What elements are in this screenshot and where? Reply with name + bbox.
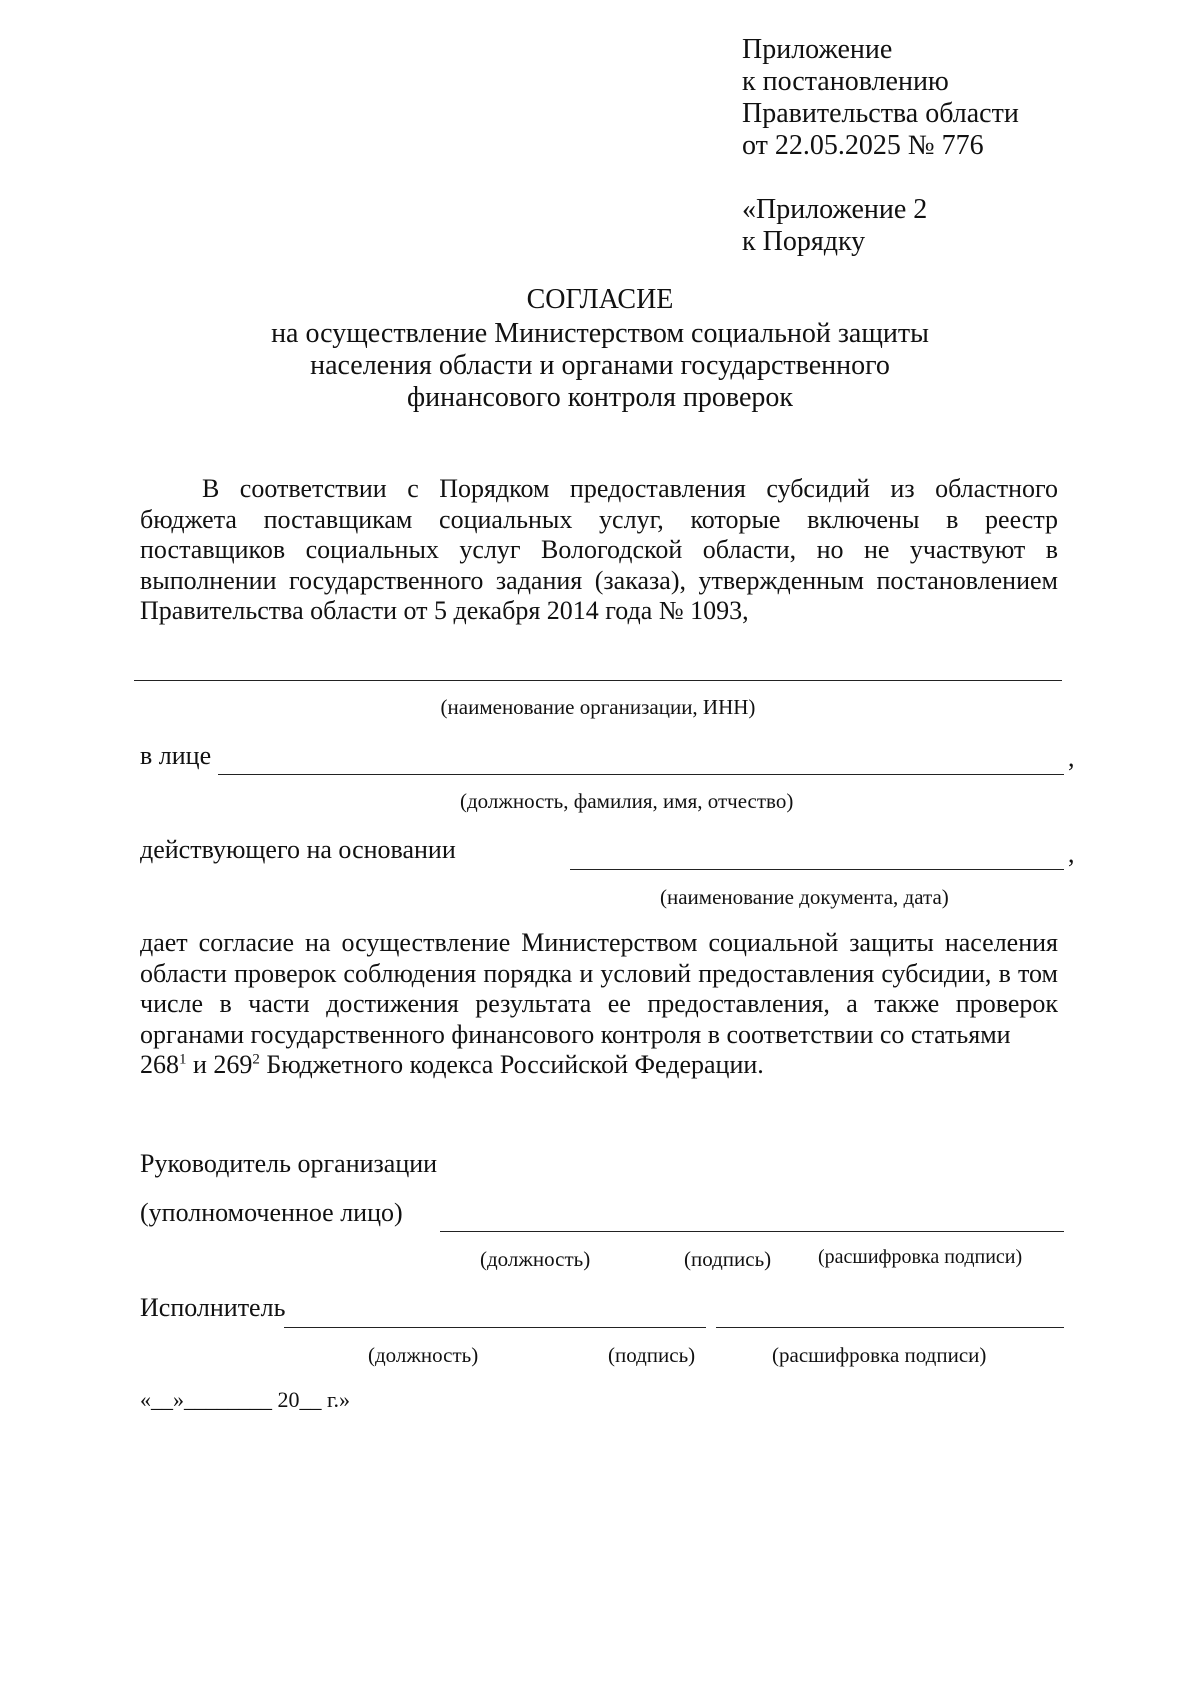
conjunction: и: [193, 1050, 207, 1079]
consent-end: Бюджетного кодекса Российской Федерации.: [266, 1050, 764, 1079]
executor-position-caption: (должность): [368, 1343, 479, 1367]
basis-caption: (наименование документа, дата): [660, 885, 949, 909]
article-number: 269: [213, 1050, 253, 1079]
date-line: «__»________ 20__ г.»: [140, 1387, 351, 1412]
appendix-line: от 22.05.2025 № 776: [742, 130, 984, 161]
comma: ,: [1068, 839, 1075, 868]
article-number: 268: [140, 1050, 179, 1079]
article-superscript: 2: [252, 1051, 260, 1068]
appendix-line: Приложение: [742, 34, 893, 65]
head-signature-caption: (подпись): [684, 1247, 772, 1271]
appendix-line: к постановлению: [742, 66, 949, 97]
appendix2-line: «Приложение 2: [742, 194, 928, 225]
title-block: [140, 284, 1060, 414]
organization-field[interactable]: [134, 680, 1062, 681]
consent-last-line: [140, 1050, 1058, 1081]
basis-label: действующего на основании: [140, 835, 456, 864]
consent-paragraph: [140, 928, 1058, 1050]
page-title: СОГЛАСИЕ: [526, 284, 674, 315]
executor-decoding-caption: (расшифровка подписи): [772, 1343, 987, 1367]
subtitle-line: на осуществление Министерством социальной защиты: [271, 318, 929, 349]
organization-caption: (наименование организации, ИНН): [440, 695, 756, 719]
subtitle-line: населения области и органами государственного: [310, 350, 890, 381]
intro-paragraph: В соответствии с Порядком предоставления субсидий из областного бюджета поставщикам социальных услуг, которые включены в реестр поставщиков социальных услуг Вологодской области, но не участвуют в выполнении государственного задания (заказа), утвержденным постановлением Правительства области от 5 декабря 2014 года № 1093,: [140, 474, 1058, 625]
head-label: Руководитель организации: [140, 1149, 438, 1178]
person-field[interactable]: [218, 774, 1064, 775]
comma: ,: [1068, 743, 1075, 772]
subtitle-line: финансового контроля проверок: [406, 382, 794, 413]
appendix2-header: [742, 194, 1162, 258]
head-signature-field[interactable]: [440, 1231, 1064, 1232]
basis-field[interactable]: [570, 869, 1064, 870]
executor-signature-field[interactable]: [716, 1327, 1064, 1328]
head-decoding-caption: (расшифровка подписи): [818, 1246, 1023, 1268]
head-position-caption: (должность): [480, 1247, 591, 1271]
person-caption: (должность, фамилия, имя, отчество): [460, 789, 794, 813]
executor-signature-caption: (подпись): [608, 1343, 696, 1367]
appendix-header: [742, 34, 1162, 162]
in-person-label: в лице: [140, 741, 212, 770]
appendix-line: Правительства области: [742, 98, 1019, 129]
executor-label: Исполнитель: [140, 1293, 286, 1322]
article-superscript: 1: [179, 1051, 187, 1068]
authorized-label: (уполномоченное лицо): [140, 1198, 403, 1227]
appendix2-line: к Порядку: [742, 226, 866, 257]
executor-position-field[interactable]: [284, 1327, 706, 1328]
consent-text: дает согласие на осуществление Министерством социальной защиты населения области проверок соблюдения порядка и условий предоставления субсидии, в том числе в части достижения результата ее предоставления, а также проверок органами государственного финансового контроля в соответствии со статьями: [140, 928, 1058, 1049]
